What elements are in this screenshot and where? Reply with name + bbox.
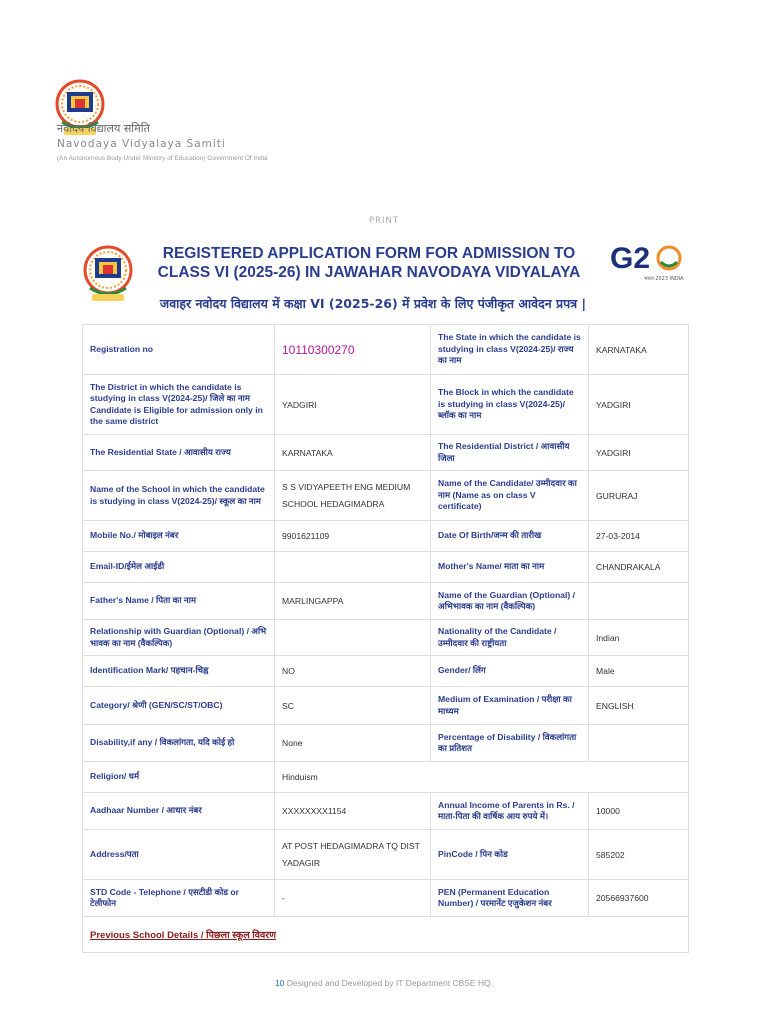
field-value: NO (275, 656, 431, 687)
table-row (83, 725, 689, 762)
field-value: 9901621109 (275, 521, 431, 552)
field-label: Father's Name / पिता का नाम (83, 583, 275, 620)
field-value: KARNATAKA (275, 435, 431, 471)
field-value: MARLINGAPPA (275, 583, 431, 620)
table-row (83, 762, 689, 793)
table-row (83, 656, 689, 687)
field-value: 27-03-2014 (589, 521, 689, 552)
field-value: YADGIRI (589, 435, 689, 471)
table-row (83, 687, 689, 725)
field-label: Religion/ धर्म (83, 762, 275, 793)
field-value: YADGIRI (275, 375, 431, 435)
table-row (83, 375, 689, 435)
field-label: Gender/ लिंग (431, 656, 589, 687)
field-value: SC (275, 687, 431, 725)
field-value: Hinduism (275, 762, 689, 793)
field-value (589, 725, 689, 762)
page-number: 10 (274, 978, 285, 988)
table-row (83, 435, 689, 471)
field-value: Male (589, 656, 689, 687)
field-label: Medium of Examination / परीक्षा का माध्यम (431, 687, 589, 725)
field-label: The Residential State / आवासीय राज्य (83, 435, 275, 471)
field-value: KARNATAKA (589, 325, 689, 375)
print-button[interactable]: PRINT (368, 216, 400, 226)
field-label: Name of the School in which the candidate is studying in class V(2024-25)/ स्कूल का नाम (83, 471, 275, 521)
field-label: Date Of Birth/जन्म की तारीख (431, 521, 589, 552)
field-label: Annual Income of Parents in Rs. / माता-पिता की वार्षिक आय रुपये में। (431, 793, 589, 830)
field-value: 585202 (589, 830, 689, 880)
g20-logo-icon (610, 240, 690, 282)
table-row (83, 830, 689, 880)
footer-credit: Designed and Developed by IT Department CBSE HQ. (286, 978, 494, 988)
registration-number (275, 325, 431, 375)
table-row (83, 552, 689, 583)
field-value (275, 552, 431, 583)
field-label: PinCode / पिन कोड (431, 830, 589, 880)
form-title-hindi: जवाहर नवोदय विद्यालय में कक्षा VI (2025-26) में प्रवेश के लिए पंजीकृत आवेदन प्रपत्र | (159, 296, 587, 311)
field-label: Disability,if any / विकलांगता, यदि कोई हो (83, 725, 275, 762)
table-row (83, 880, 689, 917)
field-label: Mobile No./ मोबाइल नंबर (83, 521, 275, 552)
field-value: AT POST HEDAGIMADRA TQ DIST YADAGIR (275, 830, 431, 880)
field-label: Percentage of Disability / विकलांगता का प्रतिशत (431, 725, 589, 762)
org-subtitle: (An Autonomous Body Under Ministry of Education) Government Of India (57, 155, 268, 162)
field-label: Name of the Guardian (Optional) / अभिभावक का नाम (वैकल्पिक) (431, 583, 589, 620)
field-value: XXXXXXXX1154 (275, 793, 431, 830)
form-title-line2: CLASS VI (2025-26) IN JAWAHAR NAVODAYA VIDYALAYA (157, 264, 581, 281)
previous-school-details-link[interactable]: Previous School Details / पिछला स्कूल विवरण (90, 930, 277, 941)
field-label: Address/पता (83, 830, 275, 880)
site-header (52, 78, 452, 168)
field-label: PEN (Permanent Education Number) / परमानेंट एजुकेशन नंबर (431, 880, 589, 917)
field-label: The District in which the candidate is studying in class V(2024-25)/ जिले का नाम Candidate is Eligible for admission only in the same district (83, 375, 275, 435)
field-value: - (275, 880, 431, 917)
field-value: S S VIDYAPEETH ENG MEDIUM SCHOOL HEDAGIMADRA (275, 471, 431, 521)
application-details-table (82, 324, 689, 953)
field-label: STD Code - Telephone / एसटीडी कोड or टेलीफोन (83, 880, 275, 917)
field-value: YADGIRI (589, 375, 689, 435)
field-value (275, 620, 431, 656)
previous-school-cell (83, 917, 689, 953)
form-title-english (150, 244, 588, 282)
table-row (83, 471, 689, 521)
field-value: Indian (589, 620, 689, 656)
field-label: Nationality of the Candidate / उम्मीदवार की राष्ट्रीयता (431, 620, 589, 656)
field-label: Aadhaar Number / आधार नंबर (83, 793, 275, 830)
registration-number-value: 10110300270 (282, 342, 355, 357)
table-row (83, 521, 689, 552)
field-value (589, 583, 689, 620)
table-row (83, 325, 689, 375)
field-label: The State in which the candidate is studying in class V(2024-25)/ राज्य का नाम (431, 325, 589, 375)
field-label: Registration no (83, 325, 275, 375)
svg-text:G2: G2 (610, 242, 651, 275)
field-value: 20566937600 (589, 880, 689, 917)
field-label: Email-ID/ईमेल आईडी (83, 552, 275, 583)
field-label: Identification Mark/ पहचान-चिह्न (83, 656, 275, 687)
field-label: Mother's Name/ माता का नाम (431, 552, 589, 583)
table-row (83, 620, 689, 656)
org-name-hindi: नवोदय विद्यालय समिति (57, 122, 150, 135)
field-value: CHANDRAKALA (589, 552, 689, 583)
field-label: Category/ श्रेणी (GEN/SC/ST/OBC) (83, 687, 275, 725)
field-value: None (275, 725, 431, 762)
field-label: Name of the Candidate/ उम्मीदवार का नाम (Name as on class V certificate) (431, 471, 589, 521)
table-row (83, 583, 689, 620)
form-title-line1: REGISTERED APPLICATION FORM FOR ADMISSION TO (162, 245, 576, 262)
table-row (83, 917, 689, 953)
page-footer (0, 978, 768, 988)
field-value: ENGLISH (589, 687, 689, 725)
svg-text:भारत 2023 INDIA: भारत 2023 INDIA (644, 276, 684, 282)
field-label: Relationship with Guardian (Optional) / अभि भावक का नाम (वैकल्पिक) (83, 620, 275, 656)
org-name-english: Navodaya Vidyalaya Samiti (57, 138, 226, 150)
field-value: GURURAJ (589, 471, 689, 521)
field-value: 10000 (589, 793, 689, 830)
field-label: The Block in which the candidate is studying in class V(2024-25)/ ब्लॉक का नाम (431, 375, 589, 435)
field-label: The Residential District / आवासीय जिला (431, 435, 589, 471)
table-row (83, 793, 689, 830)
